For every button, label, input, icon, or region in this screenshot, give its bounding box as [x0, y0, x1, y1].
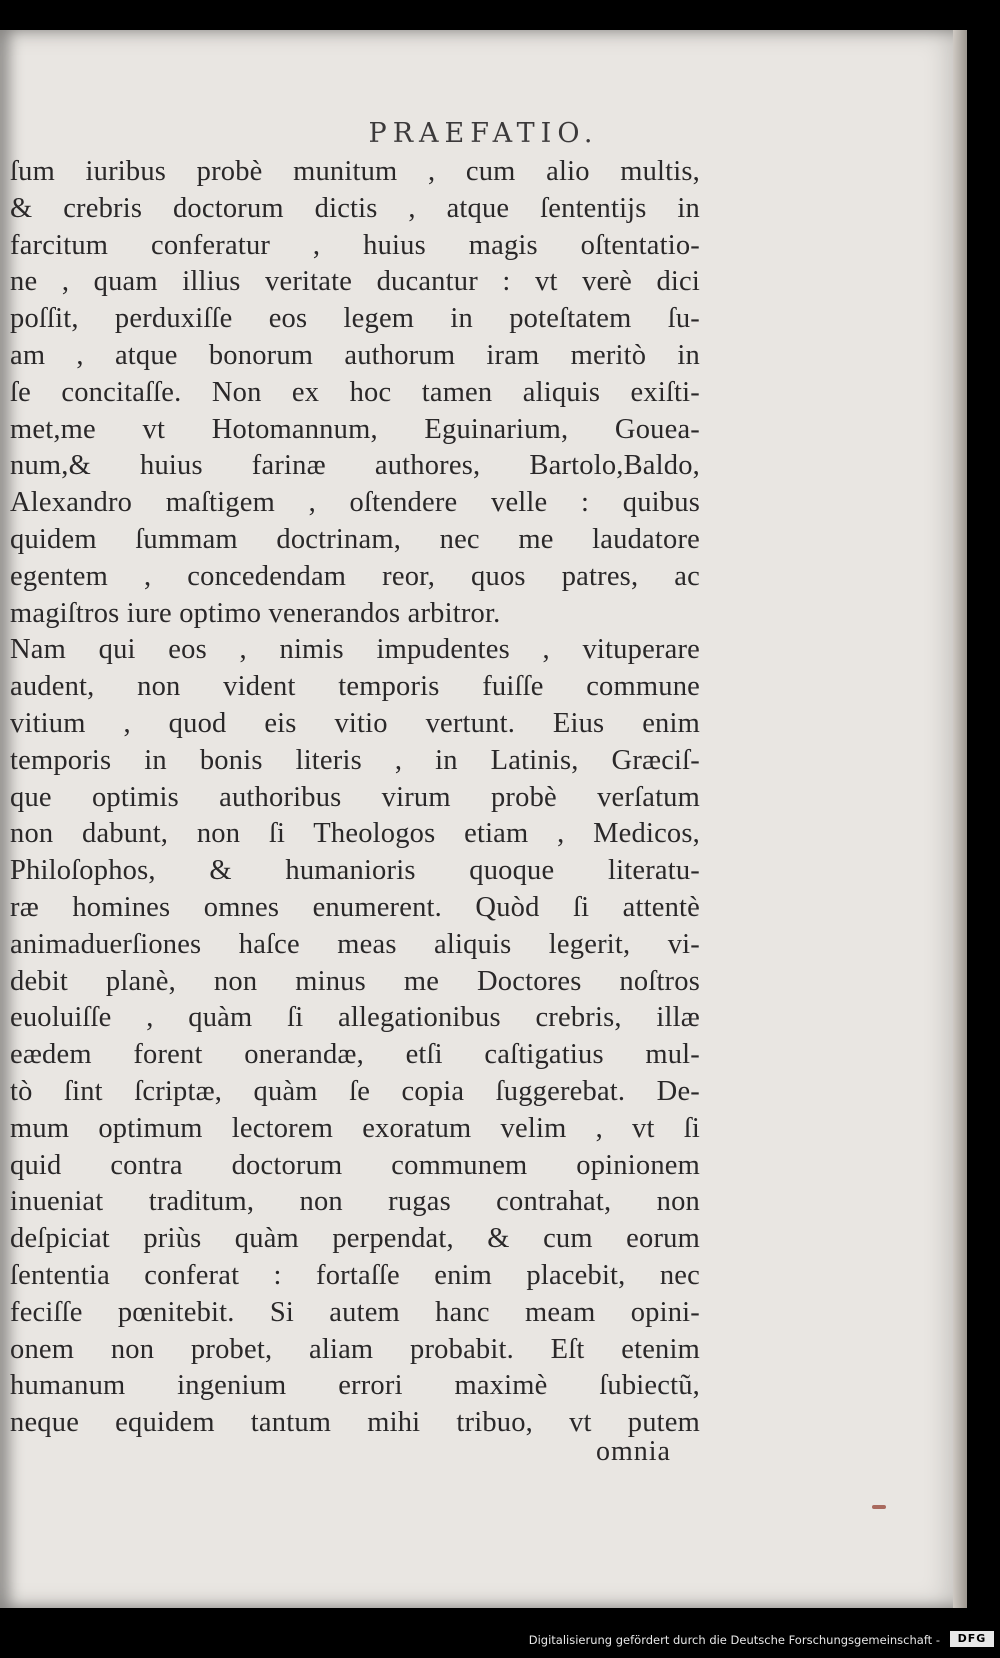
text-line: humanum ingenium errori maximè ſubiectũ, [10, 1370, 700, 1402]
footer-credit: Digitalisierung gefördert durch die Deutsche Forschungsgemeinschaft - [528, 1633, 940, 1647]
text-line: non dabunt, non ſi Theologos etiam , Medicos, [10, 818, 700, 850]
text-line: ſententia conferat : fortaſſe enim placebit, nec [10, 1259, 700, 1291]
text-line: audent, non vident temporis fuiſſe commune [10, 671, 700, 703]
text-line: & crebris doctorum dictis , atque ſententijs in [10, 192, 700, 224]
text-line: tò ſint ſcriptæ, quàm ſe copia ſuggerebat. De- [10, 1075, 700, 1107]
text-line: ſum iuribus probè munitum , cum alio multis, [10, 156, 700, 187]
text-line: egentem , concedendam reor, quos patres, ac [10, 560, 700, 592]
page-heading: PRAEFATIO. [368, 118, 599, 149]
text-line: farcitum conferatur , huius magis oſtentatio- [10, 229, 700, 261]
text-line: mum optimum lectorem exoratum velim , vt ſi [10, 1112, 700, 1144]
text-line: deſpiciat priùs quàm perpendat, & cum eorum [10, 1223, 700, 1255]
body-text [10, 154, 700, 1442]
scanned-page [0, 30, 967, 1608]
text-line: neque equidem tantum mihi tribuo, vt putem [10, 1407, 700, 1439]
catchword: omnia [596, 1436, 671, 1467]
text-line: quidem ſummam doctrinam, nec me laudatore [10, 523, 700, 555]
text-line: euoluiſſe , quàm ſi allegationibus crebris, illæ [10, 1002, 700, 1034]
text-line: onem non probet, aliam probabit. Eſt etenim [10, 1333, 700, 1365]
text-line: que optimis authoribus virum probè verſatum [10, 781, 700, 813]
text-line: temporis in bonis literis , in Latinis, Græciſ- [10, 744, 700, 776]
text-line: Alexandro maſtigem , oſtendere velle : quibus [10, 487, 700, 519]
text-line: quid contra doctorum communem opinionem [10, 1149, 700, 1181]
text-line: num,& huius farinæ authores, Bartolo,Baldo, [10, 450, 700, 482]
text-line: am , atque bonorum authorum iram meritò in [10, 339, 700, 371]
text-line: inueniat traditum, non rugas contrahat, non [10, 1186, 700, 1218]
text-line: vitium , quod eis vitio vertunt. Eius enim [10, 707, 700, 739]
text-line: debit planè, non minus me Doctores noſtros [10, 965, 700, 997]
text-line: Nam qui eos , nimis impudentes , vituperare [10, 634, 700, 666]
text-line: Philoſophos, & humanioris quoque literatu- [10, 855, 700, 887]
text-line: ſe concitaſſe. Non ex hoc tamen aliquis exiſti- [10, 376, 700, 408]
ink-spot [872, 1505, 886, 1509]
text-line: poſſit, perduxiſſe eos legem in poteſtatem ſu- [10, 303, 700, 335]
dfg-logo: DFG [950, 1631, 994, 1647]
text-line: ne , quam illius veritate ducantur : vt verè dici [10, 266, 700, 298]
text-line: animaduerſiones haſce meas aliquis legerit, vi- [10, 928, 700, 960]
text-line: eædem forent onerandæ, etſi caſtigatius mul- [10, 1039, 700, 1071]
text-line: met,me vt Hotomannum, Eguinarium, Gouea- [10, 413, 700, 445]
text-line: feciſſe pœnitebit. Si autem hanc meam opini- [10, 1296, 700, 1328]
text-line: magiſtros iure optimo venerandos arbitror. [10, 597, 501, 629]
page-edge [953, 30, 967, 1608]
text-line: ræ homines omnes enumerent. Quòd ſi attentè [10, 891, 700, 923]
